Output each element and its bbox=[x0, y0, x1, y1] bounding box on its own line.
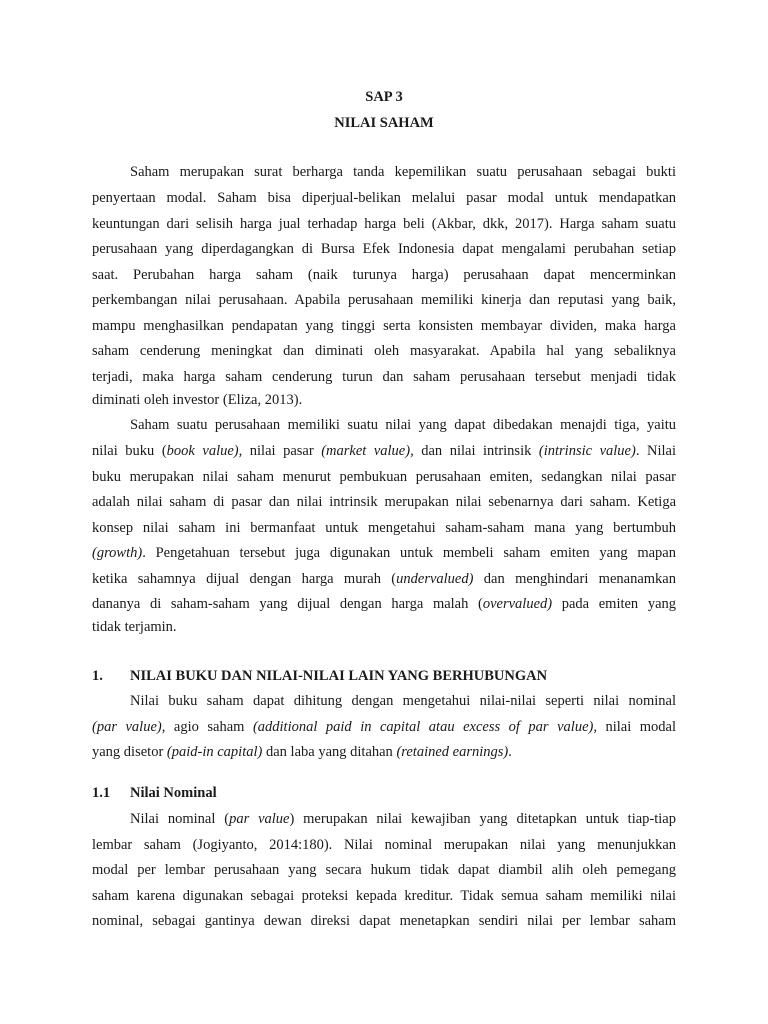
section-number: 1. bbox=[92, 668, 103, 684]
subsection-number: 1.1 bbox=[92, 785, 111, 801]
paragraph-line: dananya di saham-saham yang dijual dengan harga malah (overvalued) pada emiten yang bbox=[92, 596, 677, 612]
paragraph-line: penyertaan modal. Saham bisa diperjual-belikan melalui pasar modal untuk mendapatkan bbox=[92, 190, 676, 206]
paragraph-line: tidak terjamin. bbox=[92, 619, 177, 635]
document-title: SAP 3 bbox=[365, 89, 403, 105]
section-heading bbox=[92, 665, 547, 687]
subsection-title: Nilai Nominal bbox=[130, 785, 217, 801]
subsection-heading bbox=[92, 782, 217, 804]
paragraph-line: (growth). Pengetahuan tersebut juga digunakan untuk membeli saham emiten yang mapan bbox=[92, 545, 676, 561]
paragraph-line: diminati oleh investor (Eliza, 2013). bbox=[92, 392, 303, 408]
paragraph-line: terjadi, maka harga saham cenderung turun dan saham perusahaan tersebut menjadi tidak bbox=[92, 369, 676, 385]
paragraph-line: buku merupakan nilai saham menurut pembukuan perusahaan emiten, sedangkan nilai pasar bbox=[92, 469, 676, 485]
paragraph-line: ketika sahamnya dijual dengan harga murah (undervalued) dan menghindari menanamkan bbox=[92, 571, 676, 587]
paragraph-line: lembar saham (Jogiyanto, 2014:180). Nilai nominal merupakan nilai yang menunjukkan bbox=[92, 837, 676, 853]
paragraph-line: Nilai buku saham dapat dihitung dengan mengetahui nilai-nilai seperti nilai nominal bbox=[130, 693, 676, 709]
paragraph-line: Saham merupakan surat berharga tanda kepemilikan suatu perusahaan sebagai bukti bbox=[130, 164, 676, 180]
paragraph-line: adalah nilai saham di pasar dan nilai intrinsik merupakan nilai sebenarnya dari saham. Ketiga bbox=[92, 494, 676, 510]
paragraph-line: modal per lembar perusahaan yang secara hukum tidak dapat diambil alih oleh pemegang bbox=[92, 862, 676, 878]
paragraph-line: perkembangan nilai perusahaan. Apabila perusahaan memiliki kinerja dan reputasi yang baik, bbox=[92, 292, 676, 308]
paragraph-line: nilai buku (book value), nilai pasar (market value), dan nilai intrinsik (intrinsic value). Nilai bbox=[92, 443, 676, 459]
paragraph-line: saham karena digunakan sebagai proteksi kepada kreditur. Tidak semua saham memiliki nilai bbox=[92, 888, 676, 904]
paragraph-line: Nilai nominal (par value) merupakan nilai kewajiban yang ditetapkan untuk tiap-tiap bbox=[130, 811, 676, 827]
paragraph-line: saham cenderung meningkat dan diminati oleh masyarakat. Apabila hal yang sebaliknya bbox=[92, 343, 676, 359]
paragraph-line: nominal, sebagai gantinya dewan direksi dapat menetapkan sendiri nilai per lembar saham bbox=[92, 913, 676, 929]
section-title: NILAI BUKU DAN NILAI-NILAI LAIN YANG BERHUBUNGAN bbox=[130, 668, 548, 684]
paragraph-line: keuntungan dari selisih harga jual terhadap harga beli (Akbar, dkk, 2017). Harga saham suatu bbox=[92, 216, 676, 232]
paragraph-line: (par value), agio saham (additional paid in capital atau excess of par value), nilai modal bbox=[92, 719, 677, 735]
document-subtitle: NILAI SAHAM bbox=[334, 115, 434, 131]
paragraph-line: perusahaan yang diperdagangkan di Bursa Efek Indonesia dapat mengalami perubahan setiap bbox=[92, 241, 676, 257]
paragraph-line: saat. Perubahan harga saham (naik turunya harga) perusahaan dapat mencerminkan bbox=[92, 267, 676, 283]
paragraph-line: konsep nilai saham ini bermanfaat untuk mengetahui saham-saham mana yang bertumbuh bbox=[92, 520, 676, 536]
paragraph-line: Saham suatu perusahaan memiliki suatu nilai yang dapat dibedakan menajdi tiga, yaitu bbox=[130, 417, 676, 433]
paragraph-line: yang disetor (paid-in capital) dan laba yang ditahan (retained earnings). bbox=[92, 744, 512, 760]
paragraph-line: mampu menghasilkan pendapatan yang tinggi serta konsisten membayar dividen, maka harga bbox=[92, 318, 676, 334]
